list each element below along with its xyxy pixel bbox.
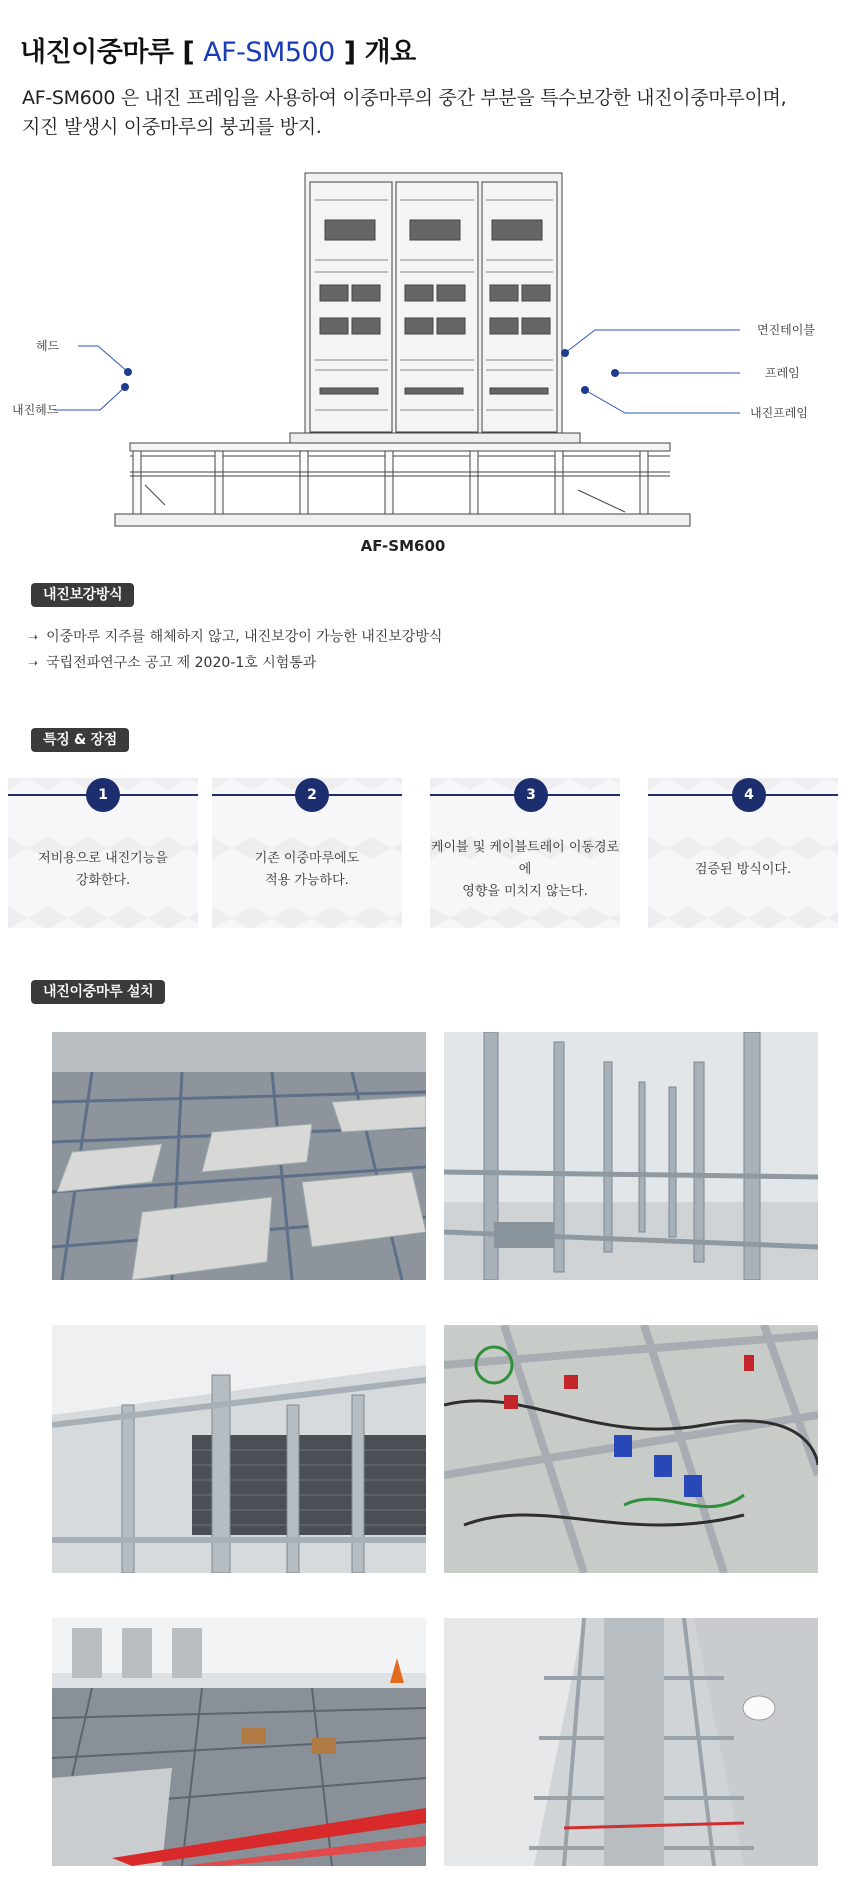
label-frame: 프레임 <box>765 366 800 380</box>
diagram-caption: AF-SM600 <box>360 537 446 555</box>
features-section-label: 특징 & 장점 <box>31 728 129 752</box>
feature-number-1: 1 <box>86 778 120 812</box>
feature-text-1: 저비용으로 내진기능을 강화한다. <box>38 851 168 888</box>
feature-number-2: 2 <box>295 778 329 812</box>
install-photo-3 <box>52 1325 426 1573</box>
feature-text-4: 검증된 방식이다. <box>694 862 792 877</box>
label-isolation-table: 면진테이블 <box>757 323 815 337</box>
title-suffix: ] 개요 <box>334 37 416 68</box>
feature-text-2: 기존 이중마루에도 적용 가능하다. <box>254 851 360 888</box>
label-seismic-head: 내진헤드 <box>12 403 59 417</box>
page-title <box>20 30 416 69</box>
feature-text-3: 케이블 및 케이블트레이 이동경로에 영향을 미치지 않는다. <box>430 840 620 899</box>
list-item: ➝ 이중마루 지주를 해체하지 않고, 내진보강이 가능한 내진보강방식 <box>28 629 443 645</box>
title-prefix: 내진이중마루 [ <box>20 37 204 68</box>
install-section-label: 내진이중마루 설치 <box>31 980 165 1004</box>
label-head: 헤드 <box>36 339 60 353</box>
description-line-2: 지진 발생시 이중마루의 붕괴를 방지. <box>22 116 322 138</box>
pedestals <box>133 451 648 514</box>
list-item: ➝ 국립전파연구소 공고 제 2020-1호 시험통과 <box>28 655 317 671</box>
install-photo-1 <box>52 1032 426 1280</box>
arrow-icon: ➝ <box>28 630 39 644</box>
description-line-1: AF-SM600 은 내진 프레임을 사용하여 이중마루의 중간 부분을 특수보강한 내진이중마루이며, <box>22 87 787 109</box>
install-photo-2 <box>444 1032 818 1280</box>
method-list <box>28 624 442 676</box>
method-section-label: 내진보강방식 <box>31 583 134 607</box>
feature-number-3: 3 <box>514 778 548 812</box>
feature-number-4: 4 <box>732 778 766 812</box>
install-photo-4 <box>444 1325 818 1573</box>
model-name: AF-SM500 <box>203 37 335 68</box>
arrow-icon: ➝ <box>28 656 39 670</box>
install-photo-6 <box>444 1618 818 1866</box>
server-racks <box>305 173 562 433</box>
description <box>22 84 786 142</box>
install-photo-5 <box>52 1618 426 1866</box>
label-seismic-frame: 내진프레임 <box>750 406 808 420</box>
seismic-floor-diagram <box>0 160 850 560</box>
